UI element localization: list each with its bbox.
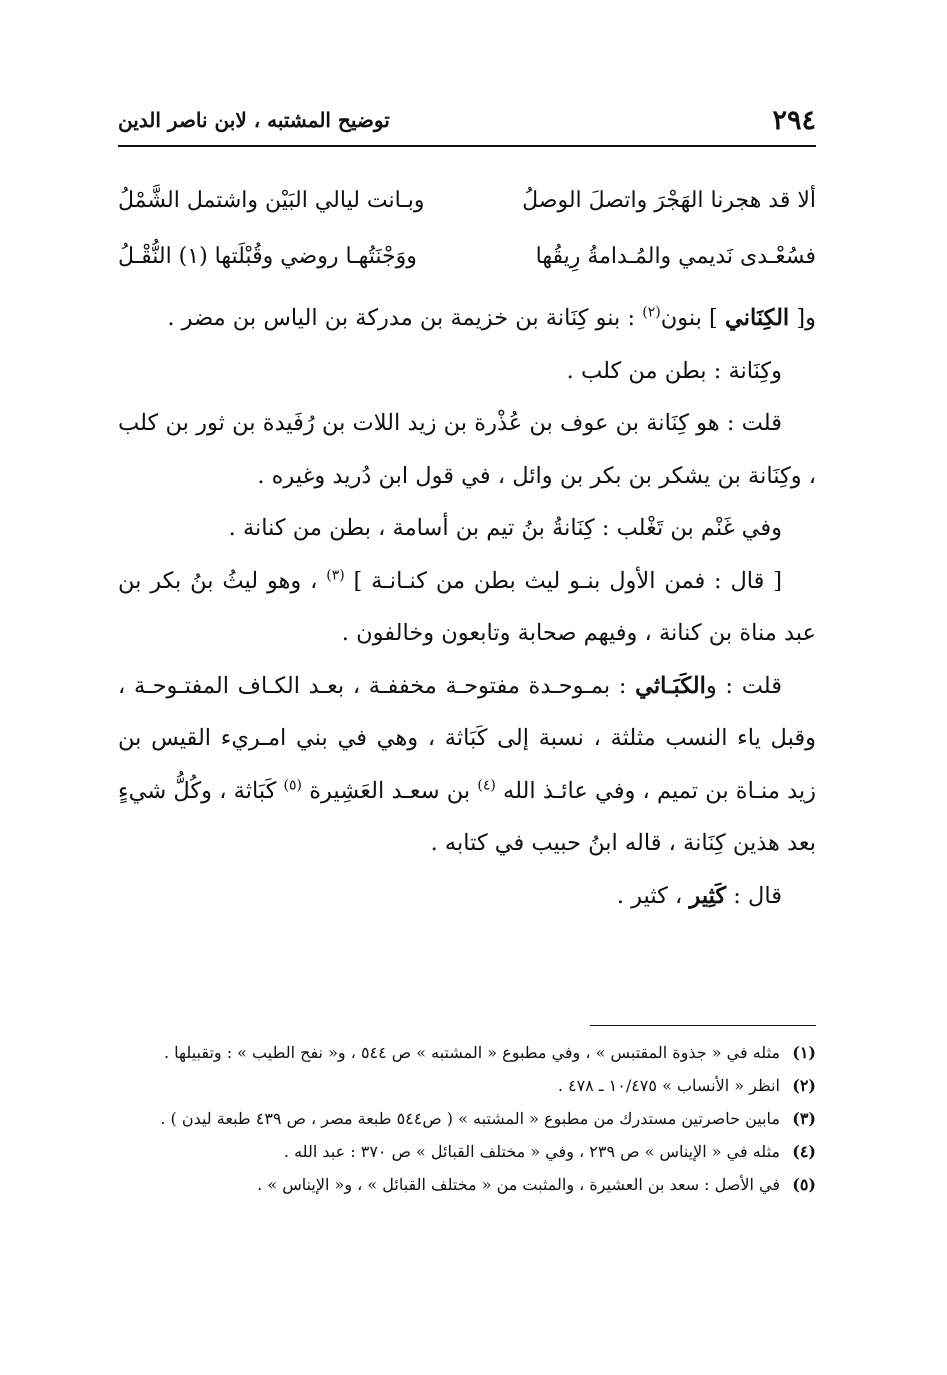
verse-couplet (118, 172, 816, 228)
text-span: : بنو كِنَانة بن خزيمة بن مدركة بن الياس بن مضر . (167, 305, 636, 331)
footnote-number: (٢) (792, 1076, 816, 1095)
footnote-text: في الأصل : سعد بن العشيرة ، والمثبت من « مختلف القبائل » ، و« الإيناس » . (257, 1175, 780, 1194)
text-span: قلت : و (705, 672, 782, 699)
footnote-number: (٥) (792, 1175, 816, 1194)
footnote-number: (٣) (792, 1109, 816, 1128)
footnote (118, 1104, 816, 1133)
text-span: قال : (733, 882, 782, 909)
verse-second-hemistich: وبـانت ليالي البَيْن واشتمل الشَّمْلُ (118, 187, 425, 213)
verse-first-hemistich: فسُعْـدى نَديمي والمُـدامةُ رِيقُها (535, 243, 816, 269)
entry-paragraph (118, 660, 816, 870)
text-span: : بمـوحـدة مفتوحـة مخففـة ، بعـد الكـاف المفتـوحـة ، وقبل ياء النسب مثلثة ، نسبة إلى كَبَاثة ، وهي في بني امـريء القيس بن زيد منـاة بن تميم ، وفي عائـذ الله (118, 672, 817, 804)
footnote (118, 1137, 816, 1166)
main-text (118, 292, 816, 922)
page-number: ٢٩٤ (772, 104, 816, 136)
verse-first-hemistich: ألا قد هجرنا الهَجْرَ واتصلَ الوصلُ (522, 187, 816, 213)
footnote-text: مثله في « الإيناس » ص ٢٣٩ ، وفي « مختلف القبائل » ص ٣٧٠ : عبد الله . (283, 1142, 780, 1161)
footnote-number: (١) (792, 1043, 816, 1062)
footnote-text: مابين حاصرتين مستدرك من مطبوع « المشتبه » ( ص٥٤٤ طبعة مصر ، ص ٤٣٩ طبعة ليدن ) . (160, 1109, 780, 1128)
text-span: كَبَاثة ، وكُلُّ شيءٍ بعد هذين كِنَانة ، قاله ابنُ حبيب في كتابه . (118, 777, 816, 856)
entry-term: الكِنَاني (724, 305, 790, 331)
text-span: ، وهو ليثُ بنُ بكر بن عبد مناة بن كنانة ، وفيهم صحابة وتابعون وخالفون . (118, 567, 816, 646)
paragraph: وكِنَانة : بطن من كلب . (566, 357, 782, 384)
footnote (118, 1071, 816, 1100)
paragraph: وفي غَنْم بن تَغْلب : كِنَانةُ بنُ تيم بن أسامة ، بطن من كنانة . (228, 515, 782, 541)
header-rule (118, 145, 816, 147)
entry-term: كَثِير (689, 882, 727, 909)
footnote-ref: (٥) (283, 777, 303, 793)
footnote-ref: (٢) (642, 304, 661, 321)
verse-couplet (118, 228, 816, 284)
footnote-rule (590, 1025, 816, 1026)
bracket-open: و[ (796, 305, 816, 331)
footnote-number: (٤) (792, 1142, 816, 1161)
paragraph: قلت : هو كِنَانة بن عوف بن عُذْرة بن زيد اللات بن رُفَيدة بن ثور بن كلب ، وكِنَانة بن يشكر بن بكر بن وائل ، في قول ابن دُريد وغيره . (118, 410, 816, 489)
text-span: بن سعـد العَشِيرة (309, 777, 471, 804)
footnotes (118, 1038, 816, 1203)
footnote-ref: (٣) (326, 567, 345, 583)
text-span: [ قال : فمن الأول بنـو ليث بطن من كنـانـة ] (353, 567, 783, 594)
paragraph (118, 555, 816, 660)
page-header (118, 102, 816, 138)
verse-block (118, 172, 816, 284)
entry-paragraph (118, 870, 816, 923)
footnote (118, 1038, 816, 1067)
text-span: ، كثير . (616, 882, 683, 909)
running-title: توضيح المشتبه ، لابن ناصر الدين (118, 108, 390, 132)
footnote (118, 1170, 816, 1199)
entry-term: الكَبَـاثي (635, 672, 706, 699)
verse-second-hemistich: ووَجْنَتُهـا روضي وقُبْلَتها (١) النُّقْـلُ (118, 243, 417, 269)
footnote-ref: (٤) (477, 777, 496, 793)
text-span: ] بنون (660, 305, 718, 331)
footnote-text: انظر « الأنساب » ١٠/٤٧٥ ـ ٤٧٨ . (557, 1076, 780, 1095)
entry-paragraph (118, 292, 816, 345)
footnote-text: مثله في « جذوة المقتبس » ، وفي مطبوع « المشتبه » ص ٥٤٤ ، و« نفح الطيب » : وتقبيلها . (163, 1043, 780, 1062)
